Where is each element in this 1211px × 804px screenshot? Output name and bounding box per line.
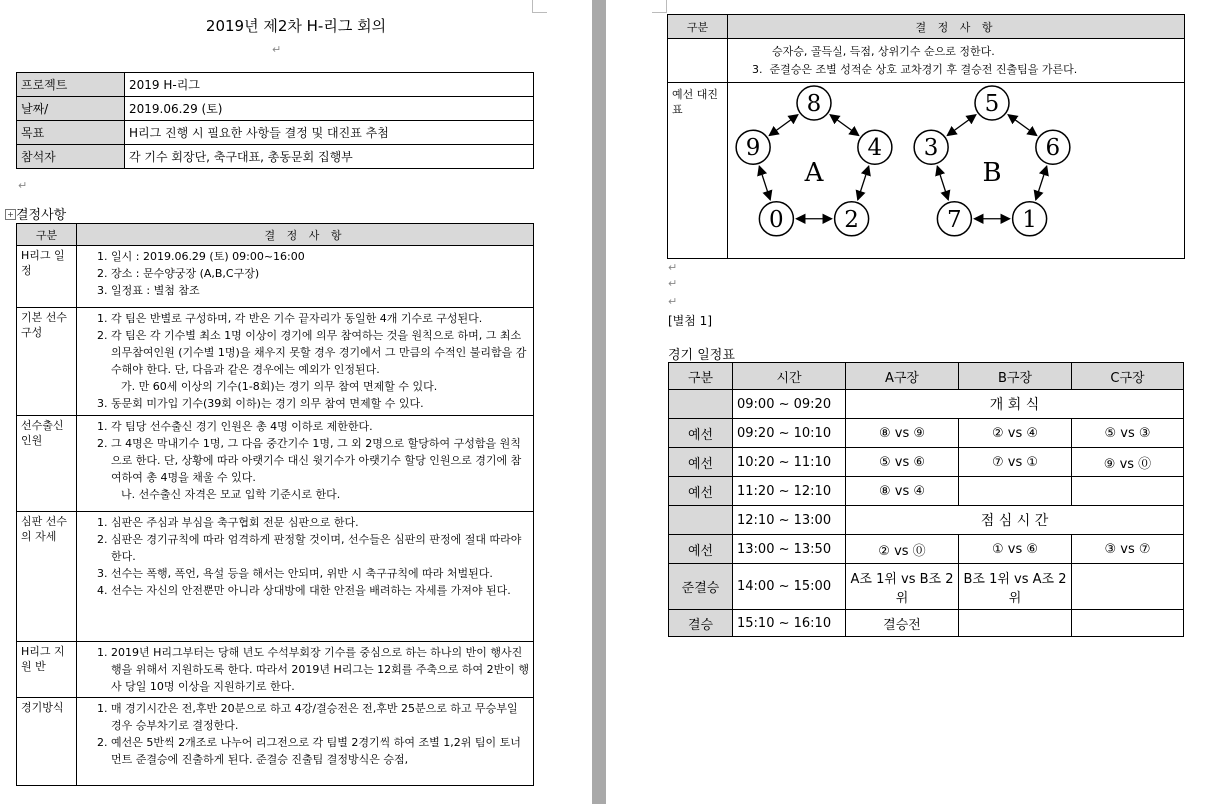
team-node-label: 7 bbox=[947, 206, 962, 233]
decision-row bbox=[17, 698, 534, 786]
schedule-time: 13:00 ~ 13:50 bbox=[733, 535, 846, 564]
schedule-header-cell: C구장 bbox=[1072, 363, 1184, 390]
decision-item: 1. 일시 : 2019.06.29 (토) 09:00~16:00 bbox=[111, 248, 529, 265]
decision-list bbox=[81, 644, 529, 695]
team-node-label: 9 bbox=[745, 135, 761, 162]
schedule-header-cell: 시간 bbox=[733, 363, 846, 390]
info-row bbox=[17, 145, 534, 169]
decision-item: 1. 2019년 H리그부터는 당해 년도 수석부회장 기수를 중심으로 하는 하나의 반이 행사진행을 위해서 지원하도록 한다. 따라서 2019년 H리그는 12회를 주축으로 하여 2반이 행사 당일 10명 이상을 지원하기로 한다. bbox=[111, 644, 529, 695]
schedule-row bbox=[669, 419, 1184, 448]
match-edge bbox=[1008, 115, 1037, 136]
match-edge bbox=[947, 115, 976, 136]
schedule-row bbox=[669, 610, 1184, 637]
paragraph-mark: ↵ bbox=[668, 295, 678, 308]
decision-item: 3. 선수는 폭행, 폭언, 욕설 등을 해서는 안되며, 위반 시 축구규칙에 따라 처벌된다. bbox=[111, 565, 529, 582]
group-label: A bbox=[804, 158, 824, 188]
schedule-header-cell: B구장 bbox=[959, 363, 1072, 390]
decisions-heading: 결정사항 bbox=[16, 208, 67, 223]
continued-text: 승자승, 골득실, 득점, 상위기수 순으로 정한다. bbox=[772, 45, 995, 58]
continued-content bbox=[728, 39, 1185, 83]
schedule-match-b bbox=[959, 477, 1072, 506]
decision-item: 2. 심판은 경기규칙에 따라 엄격하게 판정할 것이며, 선수들은 심판의 판정에 절대 따라야 한다. bbox=[111, 531, 529, 565]
team-node-label: 1 bbox=[1022, 206, 1037, 233]
decision-subitem: 가. 만 60세 이상의 기수(1-8회)는 경기 의무 참여 면제할 수 있다. bbox=[121, 380, 438, 393]
schedule-table bbox=[668, 362, 1184, 637]
decision-list bbox=[81, 310, 529, 378]
info-value: 2019.06.29 (토) bbox=[125, 97, 534, 121]
decision-item: 2. 예선은 5반씩 2개조로 나누어 리그전으로 각 팀별 2경기씩 하여 조별 1,2위 팀이 토너먼트 준결승에 진출하게 된다. 준결승 진출팀 결정방식은 승점, bbox=[111, 734, 529, 768]
decision-category: 심판 선수의 자세 bbox=[17, 512, 77, 642]
info-table bbox=[16, 72, 534, 169]
schedule-time: 09:20 ~ 10:10 bbox=[733, 419, 846, 448]
decision-row bbox=[17, 246, 534, 308]
schedule-category bbox=[669, 506, 733, 535]
decision-category: 선수출신 인원 bbox=[17, 416, 77, 512]
decision-content bbox=[77, 416, 534, 512]
decision-item: 1. 각 팀은 반별로 구성하며, 각 반은 기수 끝자리가 동일한 4개 기수로 구성된다. bbox=[111, 310, 529, 327]
document-page-left bbox=[0, 0, 592, 804]
decision-item: 3. 일정표 : 별첨 참조 bbox=[111, 282, 529, 299]
decision-item: 3. 동문회 미가입 기수(39회 이하)는 경기 의무 참여 면제할 수 있다. bbox=[111, 395, 529, 412]
schedule-category: 예선 bbox=[669, 419, 733, 448]
paragraph-mark: ↵ bbox=[272, 43, 282, 56]
schedule-match-c: ⑨ vs ⓪ bbox=[1072, 448, 1184, 477]
schedule-header-cell: 구분 bbox=[669, 363, 733, 390]
continued-category-empty bbox=[668, 39, 728, 83]
schedule-row bbox=[669, 535, 1184, 564]
schedule-span-event: 개 회 식 bbox=[846, 390, 1184, 419]
schedule-match-c bbox=[1072, 610, 1184, 637]
decision-content bbox=[77, 698, 534, 786]
schedule-match-a: ⑧ vs ④ bbox=[846, 477, 959, 506]
team-node-label: 0 bbox=[769, 206, 784, 233]
info-label: 프로젝트 bbox=[17, 73, 125, 97]
schedule-row bbox=[669, 390, 1184, 419]
info-row bbox=[17, 121, 534, 145]
paragraph-mark: ↵ bbox=[668, 277, 678, 290]
document-page-right bbox=[606, 0, 1211, 804]
decision-item: 1. 심판은 주심과 부심을 축구협회 전문 심판으로 한다. bbox=[111, 514, 529, 531]
info-value: 2019 H-리그 bbox=[125, 73, 534, 97]
decisions-table bbox=[16, 223, 534, 786]
paragraph-mark: ↵ bbox=[18, 179, 28, 192]
page-gutter bbox=[592, 0, 606, 804]
bracket-category: 예선 대진표 bbox=[668, 83, 728, 259]
schedule-match-b: ① vs ⑥ bbox=[959, 535, 1072, 564]
decision-item: 1. 매 경기시간은 전,후반 20분으로 하고 4강/결승전은 전,후반 25분으로 하고 무승부일 경우 승부차기로 결정한다. bbox=[111, 700, 529, 734]
decision-list bbox=[81, 395, 529, 412]
decision-category: 경기방식 bbox=[17, 698, 77, 786]
schedule-category: 준결승 bbox=[669, 564, 733, 610]
schedule-match-a: A조 1위 vs B조 2위 bbox=[846, 564, 959, 610]
team-node-label: 3 bbox=[923, 135, 939, 162]
decision-content bbox=[77, 642, 534, 698]
schedule-match-b: ② vs ④ bbox=[959, 419, 1072, 448]
decision-row bbox=[17, 308, 534, 416]
continued-item-3: 3. 준결승은 조별 성적순 상호 교차경기 후 결승전 진출팀을 가른다. bbox=[752, 63, 1078, 76]
schedule-match-c bbox=[1072, 564, 1184, 610]
decision-list bbox=[81, 514, 529, 599]
schedule-time: 10:20 ~ 11:10 bbox=[733, 448, 846, 477]
schedule-match-b bbox=[959, 610, 1072, 637]
schedule-span-event: 점 심 시 간 bbox=[846, 506, 1184, 535]
decision-item: 4. 선수는 자신의 안전뿐만 아니라 상대방에 대한 안전을 배려하는 자세를 가져야 된다. bbox=[111, 582, 529, 599]
table-move-handle[interactable]: + bbox=[5, 209, 16, 220]
group-label: B bbox=[982, 158, 1002, 188]
info-label: 날짜/ bbox=[17, 97, 125, 121]
decision-content bbox=[77, 308, 534, 416]
schedule-time: 11:20 ~ 12:10 bbox=[733, 477, 846, 506]
decision-row bbox=[17, 416, 534, 512]
team-node-label: 2 bbox=[844, 206, 859, 233]
decision-subitem: 나. 선수출신 자격은 모교 입학 기준시로 한다. bbox=[121, 488, 341, 501]
decision-list bbox=[81, 418, 529, 486]
decision-item: 1. 각 팀당 선수출신 경기 인원은 총 4명 이하로 제한한다. bbox=[111, 418, 529, 435]
info-row bbox=[17, 97, 534, 121]
info-value: 각 기수 회장단, 축구대표, 총동문회 집행부 bbox=[125, 145, 534, 169]
schedule-time: 12:10 ~ 13:00 bbox=[733, 506, 846, 535]
decision-item: 2. 각 팀은 각 기수별 최소 1명 이상이 경기에 의무 참여하는 것을 원칙으로 하며, 그 최소 의무참여인원 (기수별 1명)을 채우지 못할 경우 경기에서 그 만큼의 수적인 불리함을 감수해야 한다. 단, 다음과 같은 경우에는 예외가 인정된다. bbox=[111, 327, 529, 378]
schedule-header-cell: A구장 bbox=[846, 363, 959, 390]
schedule-match-c: ③ vs ⑦ bbox=[1072, 535, 1184, 564]
schedule-match-c: ⑤ vs ③ bbox=[1072, 419, 1184, 448]
match-edge bbox=[769, 115, 798, 136]
match-edge bbox=[937, 166, 948, 200]
schedule-category: 예선 bbox=[669, 535, 733, 564]
paragraph-mark: ↵ bbox=[668, 261, 678, 274]
attachment-label: [별첨 1] bbox=[668, 314, 712, 328]
schedule-match-c bbox=[1072, 477, 1184, 506]
schedule-match-a: 결승전 bbox=[846, 610, 959, 637]
page-corner-mark bbox=[652, 0, 667, 13]
bracket-cell bbox=[728, 83, 1185, 259]
schedule-match-a: ② vs ⓪ bbox=[846, 535, 959, 564]
decisions-header-content: 결 정 사 항 bbox=[77, 224, 534, 246]
group-a-pentagon bbox=[736, 86, 892, 236]
schedule-time: 14:00 ~ 15:00 bbox=[733, 564, 846, 610]
decision-content bbox=[77, 512, 534, 642]
schedule-time: 15:10 ~ 16:10 bbox=[733, 610, 846, 637]
decision-item: 2. 장소 : 문수양궁장 (A,B,C구장) bbox=[111, 265, 529, 282]
schedule-match-a: ⑧ vs ⑨ bbox=[846, 419, 959, 448]
decision-content bbox=[77, 246, 534, 308]
decisions-header-category: 구분 bbox=[17, 224, 77, 246]
schedule-category: 예선 bbox=[669, 477, 733, 506]
schedule-match-b: B조 1위 vs A조 2위 bbox=[959, 564, 1072, 610]
decision-row bbox=[17, 642, 534, 698]
info-label: 목표 bbox=[17, 121, 125, 145]
schedule-category: 예선 bbox=[669, 448, 733, 477]
schedule-row bbox=[669, 448, 1184, 477]
document-title: 2019년 제2차 H-리그 회의 bbox=[205, 17, 387, 35]
info-label: 참석자 bbox=[17, 145, 125, 169]
team-node-label: 5 bbox=[984, 91, 1000, 117]
page-corner-mark bbox=[532, 0, 547, 13]
decision-category: H리그 일정 bbox=[17, 246, 77, 308]
decision-category: H리그 지원 반 bbox=[17, 642, 77, 698]
schedule-row bbox=[669, 477, 1184, 506]
schedule-row bbox=[669, 564, 1184, 610]
team-node-label: 6 bbox=[1045, 135, 1061, 162]
match-edge bbox=[1036, 166, 1047, 200]
info-row bbox=[17, 73, 534, 97]
schedule-match-b: ⑦ vs ① bbox=[959, 448, 1072, 477]
bracket-diagram bbox=[728, 83, 1184, 255]
continued-header-category: 구분 bbox=[668, 15, 728, 39]
decisions-table-continued bbox=[667, 14, 1185, 259]
schedule-time: 09:00 ~ 09:20 bbox=[733, 390, 846, 419]
schedule-row bbox=[669, 506, 1184, 535]
team-node-label: 4 bbox=[867, 135, 883, 162]
info-value: H리그 진행 시 필요한 사항들 결정 및 대진표 추첨 bbox=[125, 121, 534, 145]
team-node-label: 8 bbox=[806, 91, 822, 117]
decision-item: 2. 그 4명은 막내기수 1명, 그 다음 중간기수 1명, 그 외 2명으로 할당하여 구성함을 원칙으로 한다. 단, 상황에 따라 아랫기수 대신 윗기수가 아랫기수 할당 인원으로 경기에 참여하여 총 4명을 채울 수 있다. bbox=[111, 435, 529, 486]
schedule-match-a: ⑤ vs ⑥ bbox=[846, 448, 959, 477]
schedule-category: 결승 bbox=[669, 610, 733, 637]
continued-header-content: 결 정 사 항 bbox=[728, 15, 1185, 39]
schedule-category bbox=[669, 390, 733, 419]
match-edge bbox=[759, 166, 770, 200]
match-edge bbox=[830, 115, 859, 136]
match-edge bbox=[858, 166, 869, 200]
schedule-title: 경기 일정표 bbox=[668, 348, 735, 363]
decision-category: 기본 선수 구성 bbox=[17, 308, 77, 416]
decision-row bbox=[17, 512, 534, 642]
group-b-pentagon bbox=[914, 86, 1070, 236]
decision-list bbox=[81, 248, 529, 299]
decision-list bbox=[81, 700, 529, 768]
